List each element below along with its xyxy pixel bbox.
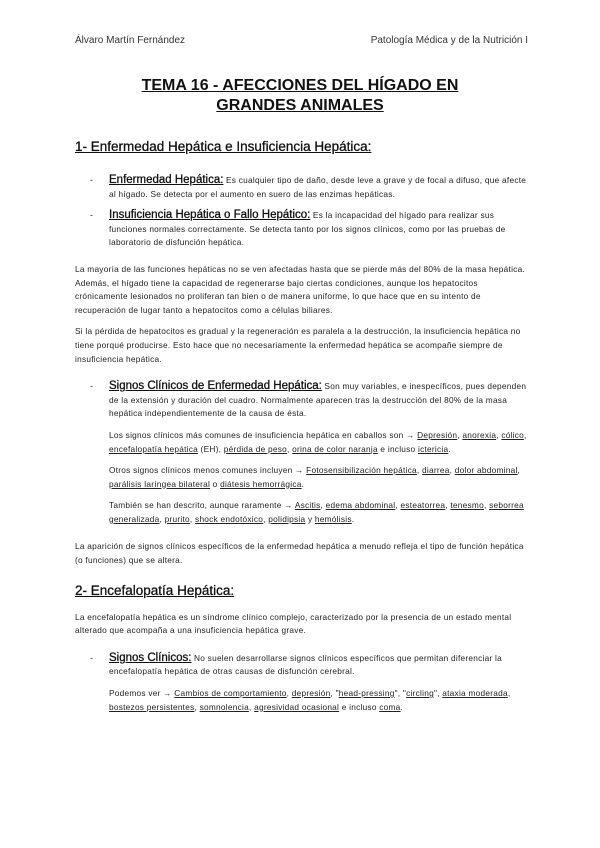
underlined-term: depresión [291,688,331,699]
title-line: TEMA 16 - AFECCIONES DEL HÍGADO EN [141,77,459,94]
bullet-heading: Signos Clínicos: [109,651,192,664]
text-span: Los signos clínicos más comunes de insuficiencia hepática en caballos son → [109,429,418,440]
text-span: ", [433,688,443,699]
underlined-term: Depresión [417,429,458,440]
bullet-heading: Insuficiencia Hepática o Fallo Hepático: [109,209,311,222]
text-span: , [248,701,255,712]
document-title [0,76,600,116]
underlined-term: pérdida de peso [223,443,287,454]
paragraph [75,540,529,567]
text-span: , [416,465,423,476]
underlined-term: dolor abdominal [454,465,518,476]
underlined-term: diarrea [422,465,450,476]
underlined-term: cólico [501,429,525,440]
title-line: GRANDES ANIMALES [216,97,384,114]
underlined-term: polidipsia [268,513,306,524]
underlined-term: hemólisis [314,513,352,524]
underlined-term: ataxia moderada [442,688,508,699]
header-subject: Patología Médica y de la Nutrición I [370,35,528,46]
underlined-term: coma [379,701,401,712]
paragraph [75,611,529,638]
section-heading: 1- Enfermedad Hepática e Insuficiencia Hepática: [75,139,372,154]
underlined-term: Fotosensibilización hepática [306,465,417,476]
underlined-term: seborrea generalizada [109,500,524,524]
underlined-term: diátesis hemorrágica [220,478,302,489]
sub-paragraph [75,464,529,491]
text-span: , [395,500,401,511]
sub-paragraph [75,687,529,714]
text-span: y [305,513,315,524]
underlined-term: prurito [164,513,190,524]
text-span: , [263,513,269,524]
text-span: , [445,500,451,511]
text-span: , [507,688,511,699]
bullet-item [75,174,529,201]
text-span: , [449,465,455,476]
bullet-item [75,652,529,679]
header-author: Álvaro Martín Fernández [75,35,186,46]
text-span: e incluso [339,701,380,712]
bullet-heading: Signos Clínicos de Enfermedad Hepática: [109,380,322,393]
text-span: , [483,500,490,511]
text-span: , [457,429,463,440]
text-span: La aparición de signos clínicos específicos de la enfermedad hepática a menudo refleja el tipo de función hepática (o funciones) que se altera. [75,541,524,566]
text-span: , [286,443,293,454]
underlined-term: encefalopatía hepática [109,443,198,454]
text-span: . [400,701,404,712]
text-span: , [286,688,292,699]
underlined-term: circling [406,688,434,699]
text-span: , [517,465,521,476]
underlined-term: head-pressing [338,688,395,699]
underlined-term: edema abdominal [325,500,396,511]
sub-paragraph [75,429,529,456]
document-body [75,138,529,714]
underlined-term: esteatorrea [400,500,446,511]
text-span: , [320,500,326,511]
text-span: Podemos ver → [109,688,175,699]
underlined-term: Cambios de comportamiento [174,688,287,699]
text-span: Es la incapacidad del hígado para realizar sus funciones normales correctamente. Se detecta tanto por los signos clínicos, como por las pruebas de laboratorio de disfunción hepática. [109,210,506,248]
underlined-term: ictericia [417,443,449,454]
underlined-term: bostezos persistentes [109,701,195,712]
text-span: , " [330,688,339,699]
paragraph [75,325,529,366]
underlined-term: anorexia [462,429,497,440]
text-span: Es cualquier tipo de daño, desde leve a grave y de focal a difuso, que afecte al hígado. Se detecta por el aumento en suero de las enzimas hepáticas. [109,175,527,199]
bullet-dash: - [90,175,94,185]
sub-paragraph [75,499,529,526]
text-span: , [524,429,527,440]
text-span: (EH), [198,443,224,454]
underlined-term: orina de color naranja [292,443,378,454]
text-span: Si la pérdida de hepatocitos es gradual y la regeneración es paralela a la destrucción, la insuficiencia hepática no tiene porqué producirse. Esto hace que no necesariamente la enfermedad hepática se acompañe siempre de insuficiencia hepática. [75,326,521,364]
bullet-dash: - [90,652,94,663]
bullet-item [75,209,529,250]
text-span: e incluso [377,443,418,454]
underlined-term: somnolencia [199,701,249,712]
underlined-term: agresividad ocasional [254,701,340,712]
bullet-item [75,380,529,421]
text-span: o [210,478,221,489]
section-heading: 2- Encefalopatía Hepática: [75,582,235,598]
text-span: Son muy variables, e inespecíficos, pues dependen de la extensión y duración del cuadro. Normalmente aparecen tras la destrucción del 80% de la masa hepática independientemente de la causa de ésta. [109,381,527,419]
underlined-term: tenesmo [450,500,484,511]
text-span: , [159,513,165,524]
text-span: No suelen desarrollarse signos clínicos específicos que permitan diferenciar la encefalopatía hepática de otras causas de disfunción cerebral. [109,652,503,677]
bullet-dash: - [90,381,94,392]
bullet-dash: - [90,210,94,221]
text-span: . [448,443,451,454]
text-span: , [189,513,196,524]
paragraph [75,263,529,317]
text-span: La mayoría de las funciones hepáticas no se ven afectadas hasta que se pierde más del 80% de la masa hepática. Además, el hígado tiene la capacidad de regenerarse bajo ciertas condiciones, aunque los hepatocitos crónicamente lesionados no proliferan tan bien o de manera uniforme, lo que hace que en su intento de recuperación de lugar tanto a hepatocitos como a células biliares. [75,263,525,315]
underlined-term: shock endotóxico [195,513,264,524]
text-span: . [351,513,355,524]
text-span: ", " [394,688,407,699]
text-span: La encefalopatía hepática es un síndrome clínico complejo, caracterizado por la presencia de un estado mental alterado que acompaña a una insuficiencia hepática grave. [75,611,512,636]
text-span: También se han descrito, aunque raramente → [109,500,295,511]
text-span: , [194,701,200,712]
underlined-term: Ascitis [294,500,321,511]
text-span: , [496,429,502,440]
text-span: . [301,478,305,489]
text-span: Otros signos clínicos menos comunes incluyen → [109,465,307,476]
bullet-heading: Enfermedad Hepática: [109,174,224,186]
underlined-term: parálisis laríngea bilateral [109,478,211,489]
